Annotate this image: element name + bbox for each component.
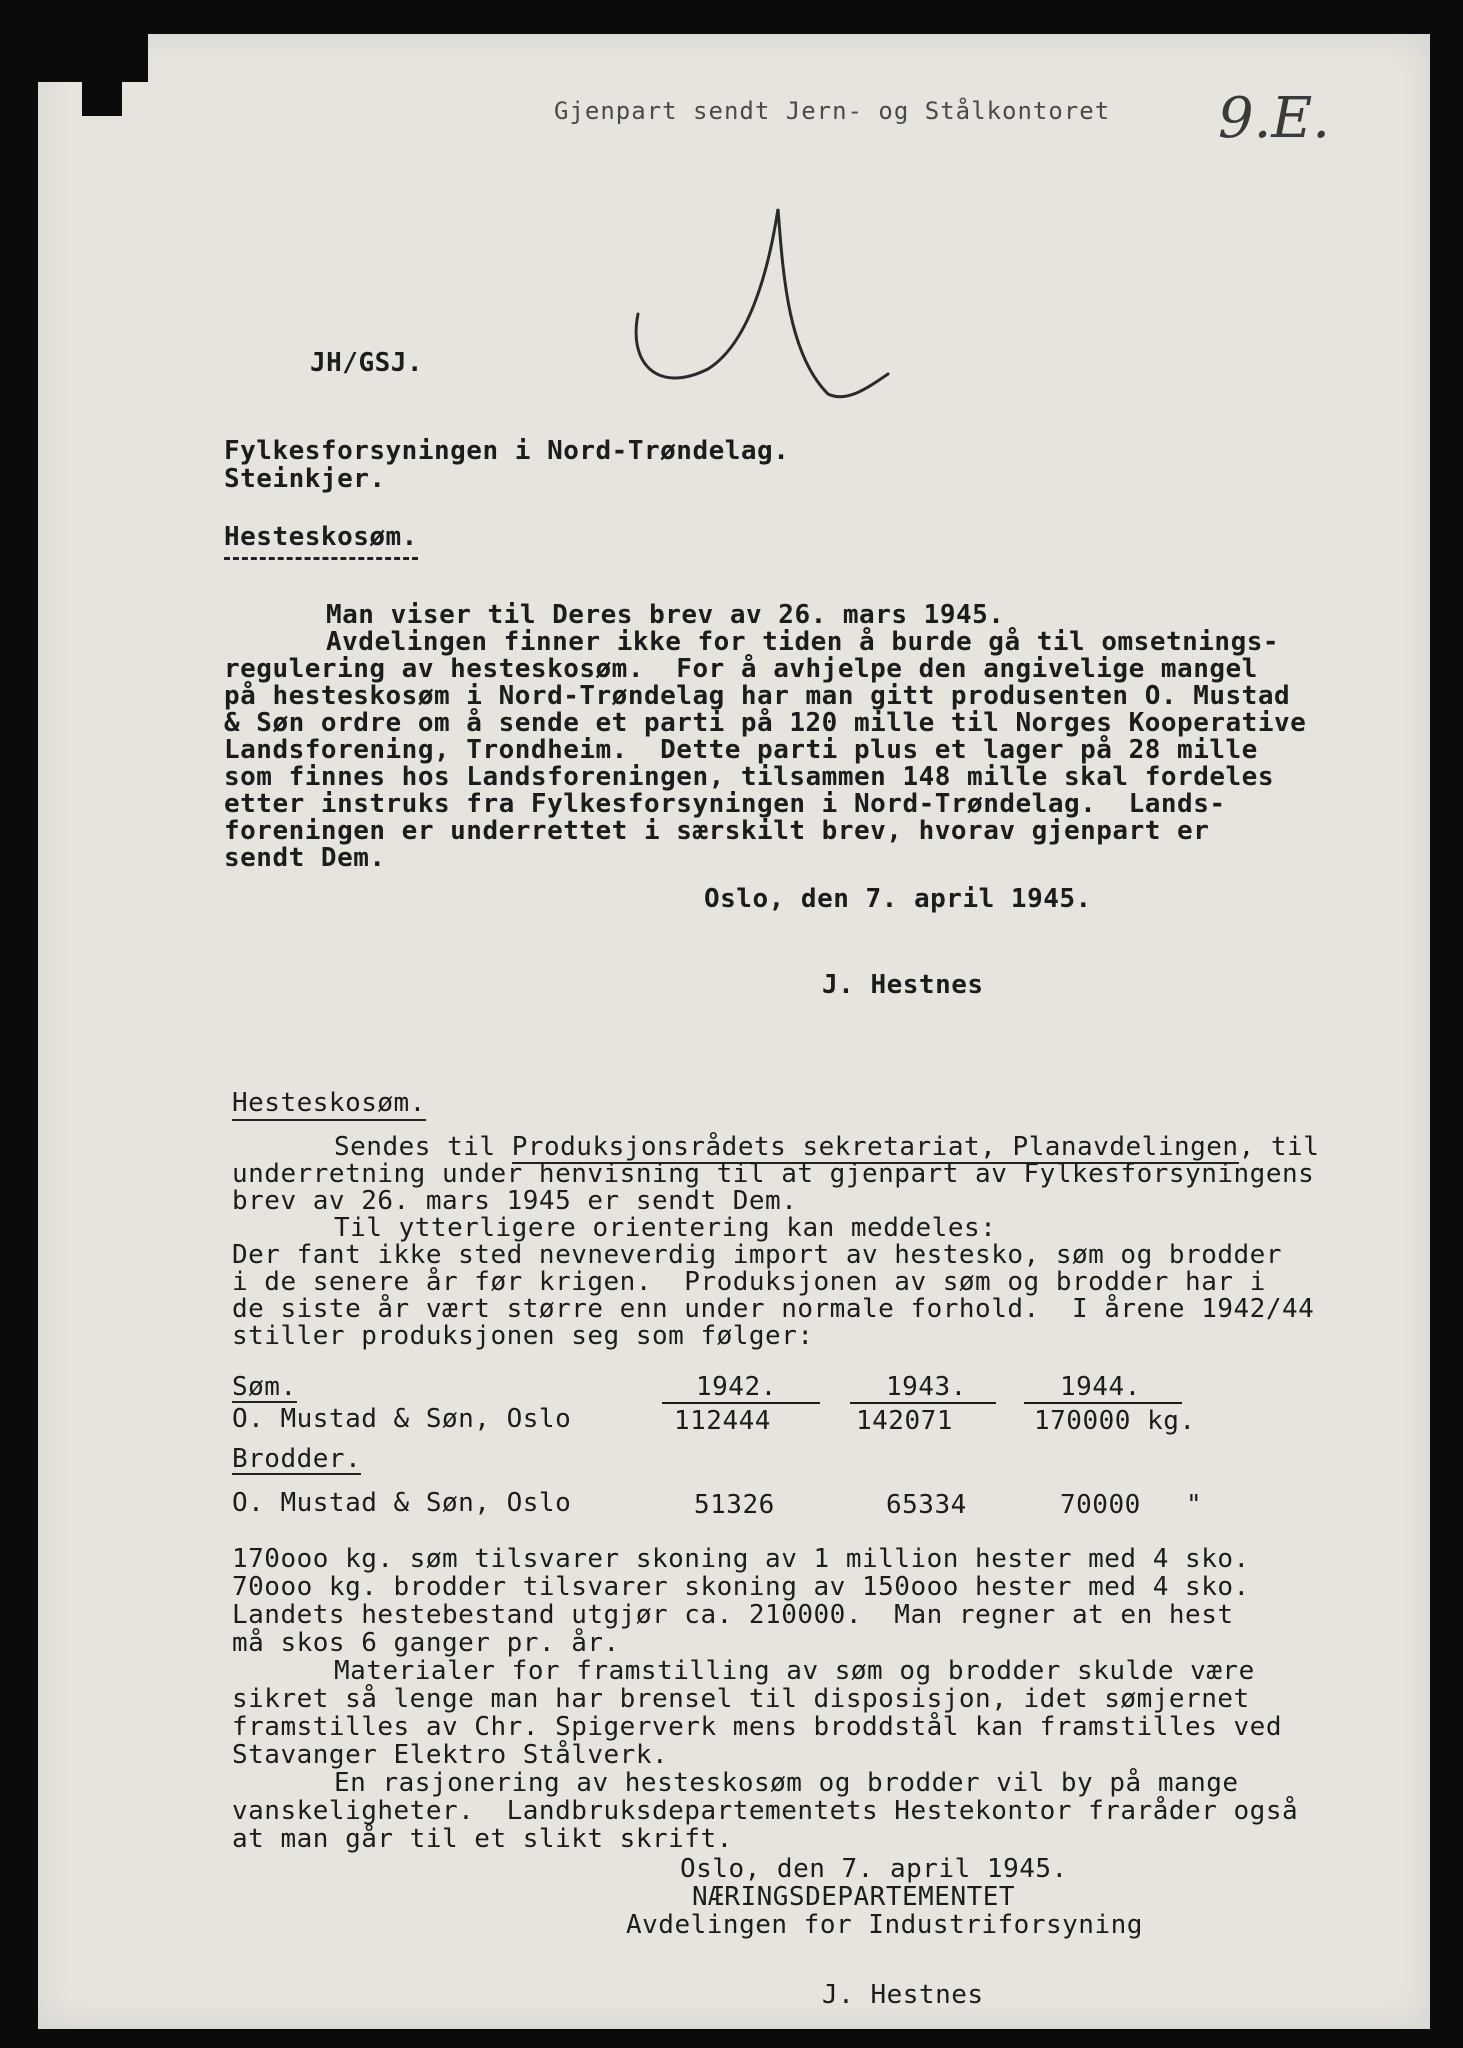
letter1-body-line: som finnes hos Landsforeningen, tilsammen 148 mille skal fordeles <box>224 762 1274 792</box>
department-name: NÆRINGSDEPARTEMENTET <box>692 1882 1016 1912</box>
letter2-body-line: 170ooo kg. søm tilsvarer skoning av 1 million hester med 4 sko. <box>232 1544 1250 1574</box>
som-1943-value: 142071 <box>856 1406 953 1436</box>
table-producer-brodder: O. Mustad & Søn, Oslo <box>232 1488 572 1518</box>
letter1-date: Oslo, den 7. april 1945. <box>704 884 1092 914</box>
letter1-body-line: foreningen er underrettet i særskilt brev, hvorav gjenpart er <box>224 816 1210 846</box>
division-name: Avdelingen for Industriforsyning <box>626 1910 1143 1940</box>
ditto-mark: " <box>1186 1490 1203 1520</box>
letter2-intro-line: stiller produksjonen seg som følger: <box>232 1321 814 1351</box>
letter1-body-line: sendt Dem. <box>224 843 386 873</box>
intro-text-c: , til <box>1238 1132 1320 1162</box>
letter2-body-line: vanskeligheter. Landbruksdepartementets Hestekontor fraråder også <box>232 1796 1299 1826</box>
reference-code: JH/GSJ. <box>310 348 424 378</box>
letter2-body-line: 70ooo kg. brodder tilsvarer skoning av 150ooo hester med 4 sko. <box>232 1572 1250 1602</box>
letter2-body-line: framstilles av Chr. Spigerverk mens broddstål kan framstilles ved <box>232 1712 1282 1742</box>
year-underline <box>850 1402 996 1404</box>
letter1-body-line: etter instruks fra Fylkesforsyningen i Nord-Trøndelag. Lands- <box>224 789 1226 819</box>
letter2-body-line: En rasjonering av hesteskosøm og brodder vil by på mange <box>334 1768 1239 1798</box>
brodder-1943-value: 65334 <box>886 1490 967 1520</box>
page-edge-tab <box>38 34 148 82</box>
letter2-intro-line-1 <box>334 1134 1319 1161</box>
recipient-line-1: Fylkesforsyningen i Nord-Trøndelag. <box>224 436 790 466</box>
letter1-body-line: på hesteskosøm i Nord-Trøndelag har man gitt produsenten O. Mustad <box>224 681 1291 711</box>
letter1-body-line: Man viser til Deres brev av 26. mars 1945. <box>326 600 1005 630</box>
page-edge-tab-lower <box>82 78 122 116</box>
brodder-1944-value: 70000 <box>1060 1490 1141 1520</box>
letter2-body-line: Landets hestebestand utgjør ca. 210000. Man regner at en hest <box>232 1600 1234 1630</box>
table-producer-som: O. Mustad & Søn, Oslo <box>232 1404 572 1434</box>
som-1944-value: 170000 kg. <box>1034 1406 1196 1436</box>
handwritten-initial-signature <box>598 194 918 414</box>
year-underline <box>1024 1402 1182 1404</box>
letter2-body-line: Materialer for framstilling av søm og brodder skulde være <box>334 1656 1255 1686</box>
letter2-signature: J. Hestnes <box>822 1980 984 2010</box>
letter1-signature: J. Hestnes <box>822 970 984 1000</box>
letter2-intro-line: de siste år vært større enn under normale forhold. I årene 1942/44 <box>232 1294 1315 1324</box>
letter1-body-line: regulering av hesteskosøm. For å avhjelpe den angivelige mangel <box>224 654 1258 684</box>
letter1-body-line: & Søn ordre om å sende et parti på 120 mille til Norges Kooperative <box>224 708 1307 738</box>
letter2-body-line: må skos 6 ganger pr. år. <box>232 1628 620 1658</box>
table-label-som: Søm. <box>232 1372 297 1402</box>
document-page <box>38 34 1430 2029</box>
copy-note: Gjenpart sendt Jern- og Stålkontoret <box>554 97 1111 125</box>
letter2-body-line: Stavanger Elektro Stålverk. <box>232 1740 669 1770</box>
letter1-body-line: Avdelingen finner ikke for tiden å burde gå til omsetnings- <box>326 627 1280 657</box>
letter1-subject: Hesteskosøm. <box>224 524 418 560</box>
letter1-body-line: Landsforening, Trondheim. Dette parti plus et lager på 28 mille <box>224 735 1258 765</box>
som-1942-value: 112444 <box>674 1406 771 1436</box>
table-year-1942: 1942. <box>696 1372 777 1402</box>
table-label-brodder: Brodder. <box>232 1444 362 1474</box>
letter2-body-line: at man går til et slikt skrift. <box>232 1824 733 1854</box>
recipient-secretariat: Produksjonsrådets sekretariat, Planavdelingen <box>511 1132 1239 1162</box>
letter2-body-line: sikret så lenge man har brensel til disposisjon, idet sømjernet <box>232 1684 1250 1714</box>
letter2-date: Oslo, den 7. april 1945. <box>680 1854 1068 1884</box>
letter2-intro-line: Til ytterligere orientering kan meddeles: <box>334 1213 997 1243</box>
letter2-intro-line: brev av 26. mars 1945 er sendt Dem. <box>232 1186 798 1216</box>
letter2-subject: Hesteskosøm. <box>232 1090 426 1121</box>
table-year-1943: 1943. <box>886 1372 967 1402</box>
letter2-intro-line: Der fant ikke sted nevneverdig import av hestesko, søm og brodder <box>232 1240 1282 1270</box>
brodder-1942-value: 51326 <box>694 1490 775 1520</box>
letter2-intro-line: underretning under henvisning til at gjenpart av Fylkesforsyningens <box>232 1159 1315 1189</box>
intro-text-a: Sendes til <box>334 1132 512 1162</box>
letter2-intro-line: i de senere år før krigen. Produksjonen av søm og brodder har i <box>232 1267 1266 1297</box>
handwritten-mark: 9.E. <box>1218 86 1331 151</box>
table-year-1944: 1944. <box>1060 1372 1141 1402</box>
recipient-line-2: Steinkjer. <box>224 464 386 494</box>
year-underline <box>662 1402 820 1404</box>
